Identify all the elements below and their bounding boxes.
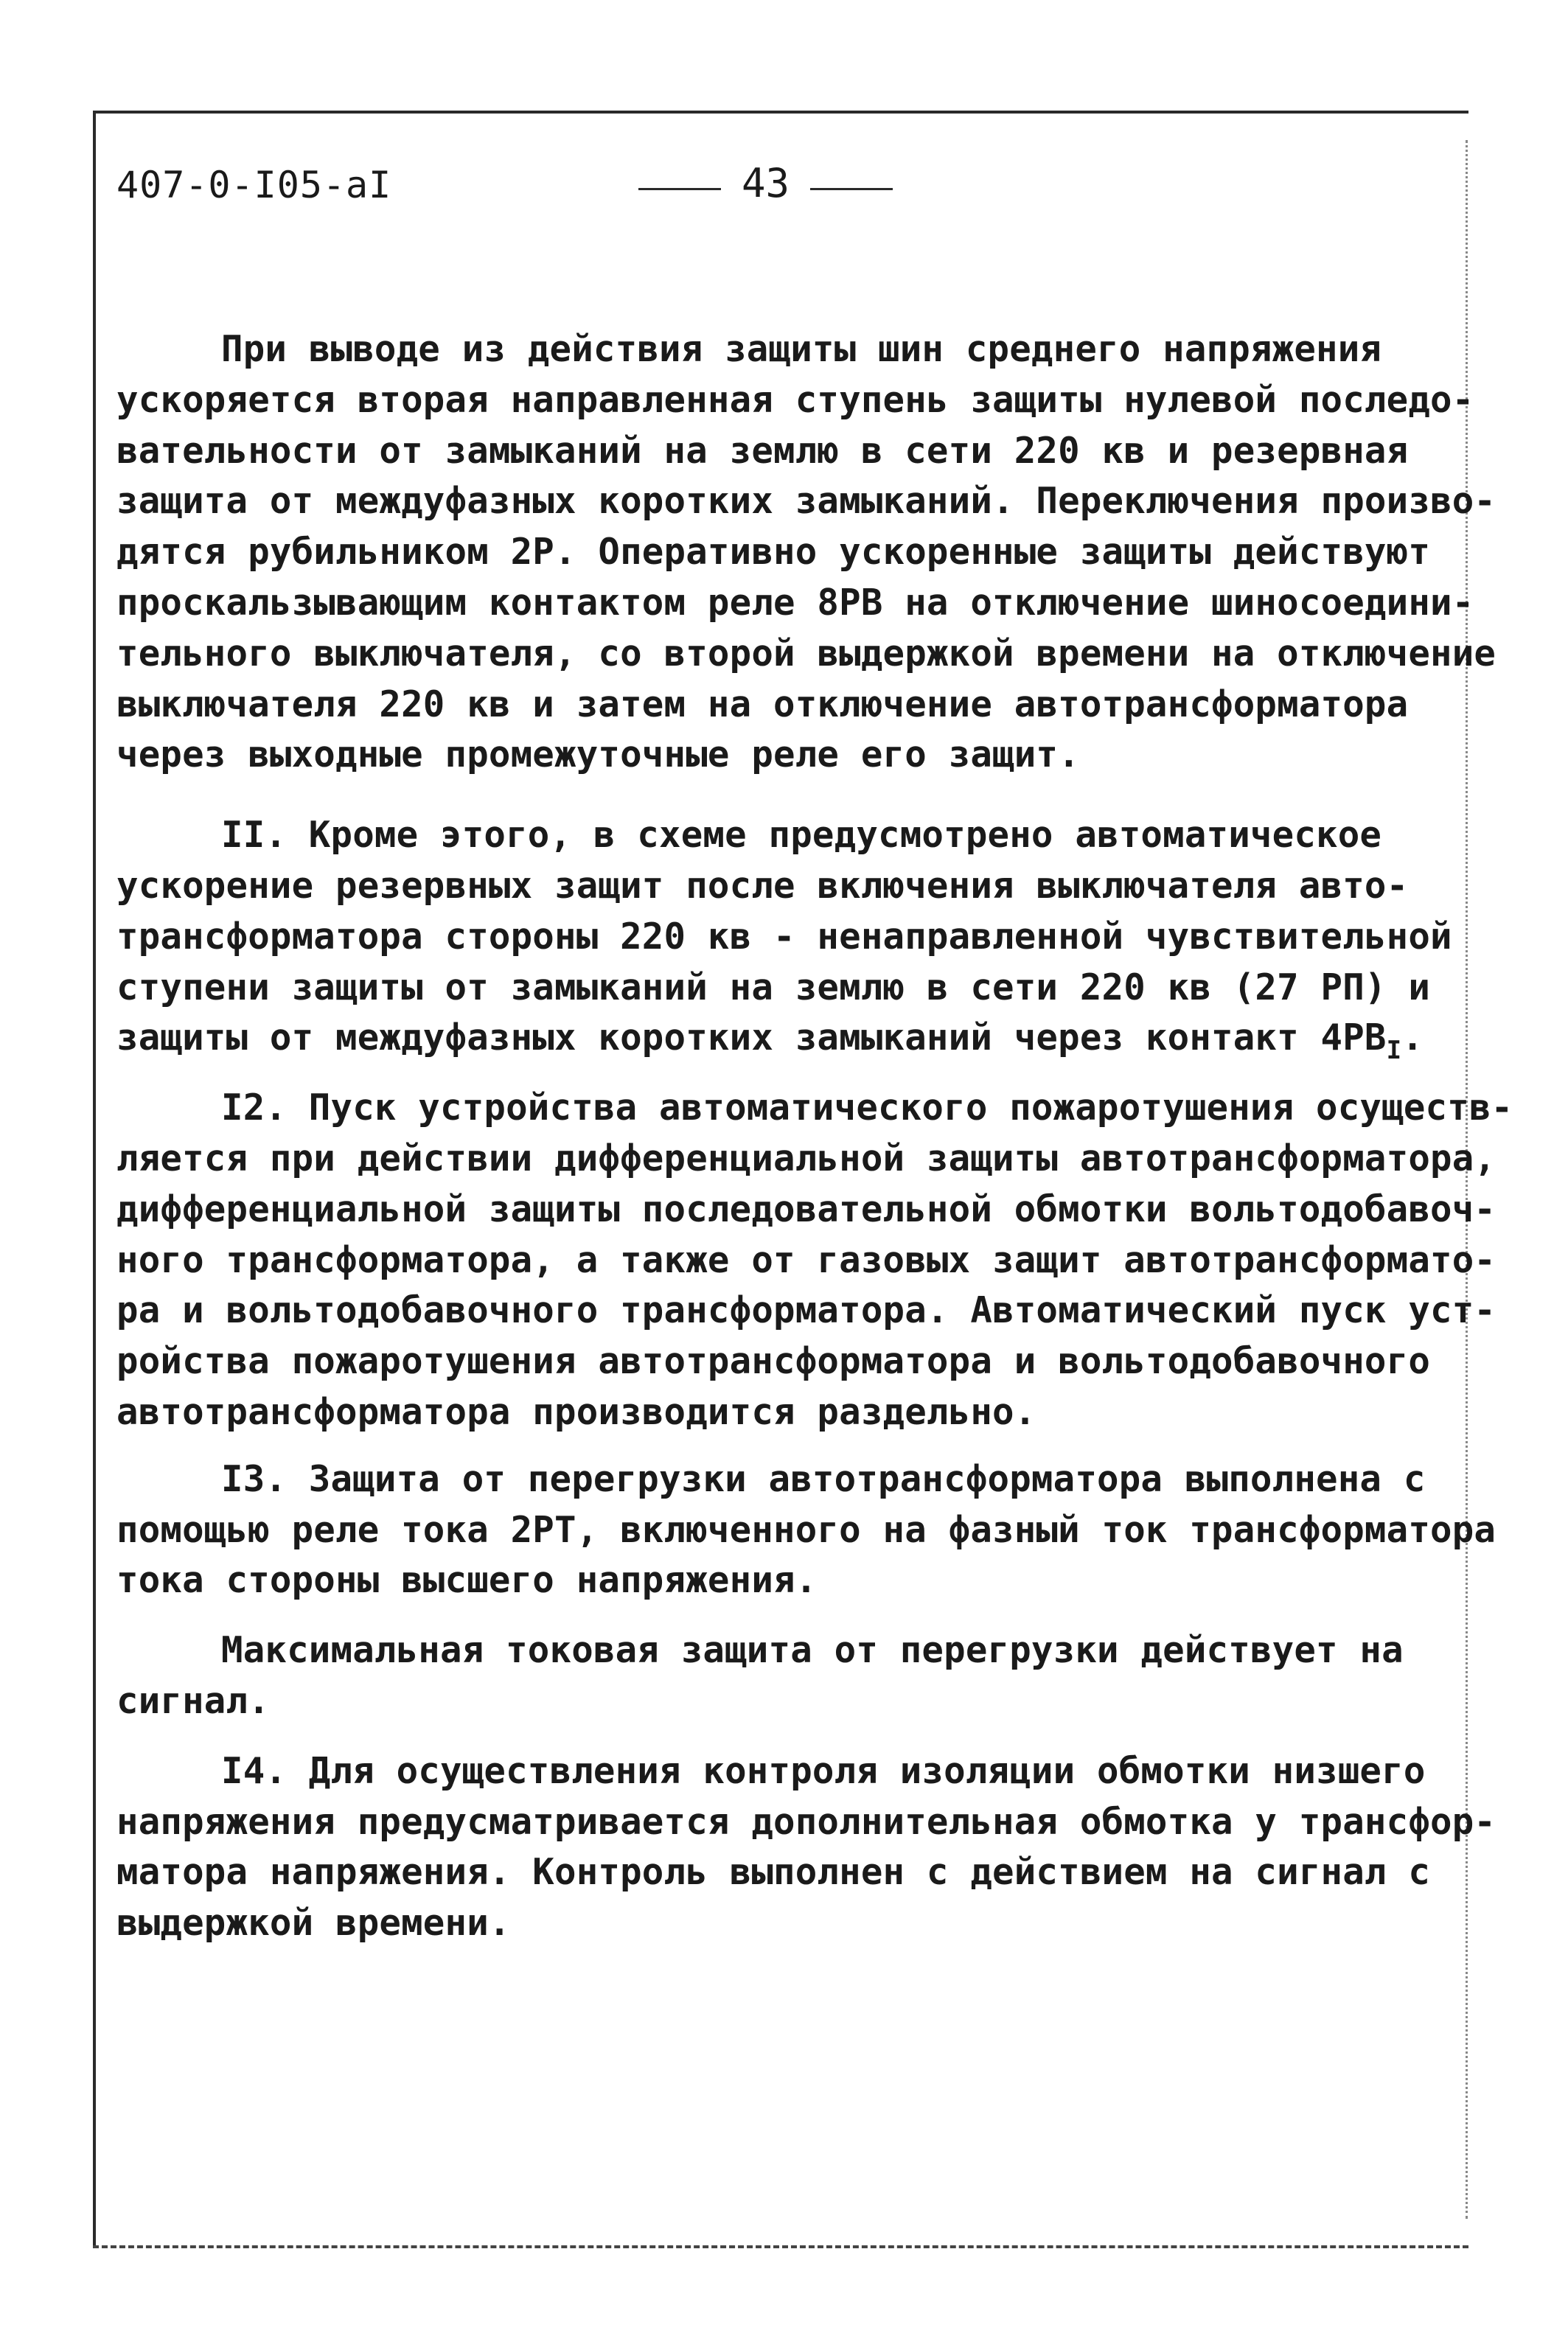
subscript: I <box>1386 1036 1402 1066</box>
paragraph-12 <box>116 1083 1513 1438</box>
text-line: дифференциальной защиты последовательной обмотки вольтодобавоч- <box>116 1188 1496 1230</box>
text-line: матора напряжения. Контроль выполнен с действием на сигнал с <box>116 1851 1431 1894</box>
text-line: I4. Для осуществления контроля изоляции обмотки низшего <box>221 1749 1426 1792</box>
page-number-header <box>638 161 893 205</box>
text-line: При выводе из действия защиты шин среднего напряжения <box>221 328 1382 370</box>
frame-left-border <box>93 111 96 2248</box>
text-line: Максимальная токовая защита от перегрузки действует на <box>221 1629 1404 1672</box>
text-line: трансформатора стороны 220 кв - ненаправленной чувствительной <box>116 915 1452 958</box>
paragraph-13 <box>116 1454 1496 1606</box>
frame-right-border <box>1466 140 1468 2219</box>
frame-bottom-border <box>93 2245 1468 2248</box>
paragraph-max-current-protection <box>116 1625 1458 1727</box>
body-text <box>116 324 1513 1949</box>
page-number: 43 <box>742 159 790 206</box>
text-line: ного трансформатора, а также от газовых защит автотрансформато- <box>116 1238 1496 1281</box>
text-line: ройства пожаротушения автотрансформатора и вольтодобавочного <box>116 1340 1431 1383</box>
paragraph-protection-bus-withdrawal <box>116 324 1496 781</box>
text-line: ляется при действии дифференциальной защиты автотрансформатора, <box>116 1137 1496 1179</box>
text-line: проскальзывающим контактом реле 8РВ на отключение шиносоедини- <box>116 581 1474 624</box>
text-line: II. Кроме этого, в схеме предусмотрено автоматическое <box>221 814 1382 857</box>
text-line: I2. Пуск устройства автоматического пожаротушения осуществ- <box>221 1087 1513 1129</box>
text-line: выключателя 220 кв и затем на отключение автотрансформатора <box>116 683 1409 725</box>
paragraph-14 <box>116 1746 1496 1949</box>
text-line: выдержкой времени. <box>116 1902 511 1945</box>
text-line: тельного выключателя, со второй выдержкой времени на отключение <box>116 632 1496 674</box>
text-line: тока стороны высшего напряжения. <box>116 1559 818 1602</box>
text-line: автотрансформатора производится раздельно. <box>116 1390 1036 1433</box>
text-line: напряжения предусматривается дополнительная обмотка у трансфор- <box>116 1800 1496 1843</box>
text-line: помощью реле тока 2РТ, включенного на фазный ток трансформатора <box>116 1508 1496 1551</box>
text-line: защита от междуфазных коротких замыканий. Переключения произво- <box>116 480 1496 523</box>
text-line: через выходные промежуточные реле его защит. <box>116 733 1080 776</box>
text-line: защиты от междуфазных коротких замыканий через контакт $4РВ_I$. <box>116 1017 1424 1066</box>
text-line: ускорение резервных защит после включения выключателя авто- <box>116 864 1409 907</box>
document-code: 407-0-I05-aI <box>116 164 392 206</box>
text-line: вательности от замыканий на землю в сети 220 кв и резервная <box>116 429 1409 472</box>
text-line: ускоряется вторая направленная ступень защиты нулевой последо- <box>116 378 1474 421</box>
page-number-left-dash <box>638 188 721 190</box>
frame-top-border <box>93 111 1468 114</box>
text-line: ра и вольтодобавочного трансформатора. Автоматический пуск уст- <box>116 1289 1496 1332</box>
text-line: ступени защиты от замыканий на землю в сети 220 кв (27 РП) и <box>116 966 1431 1008</box>
paragraph-11 <box>116 810 1458 1064</box>
page-number-right-dash <box>810 188 893 190</box>
text-line: дятся рубильником 2Р. Оперативно ускоренные защиты действуют <box>116 531 1431 573</box>
text-line: I3. Защита от перегрузки автотрансформатора выполнена с <box>221 1457 1426 1500</box>
text-line: сигнал. <box>116 1679 270 1722</box>
